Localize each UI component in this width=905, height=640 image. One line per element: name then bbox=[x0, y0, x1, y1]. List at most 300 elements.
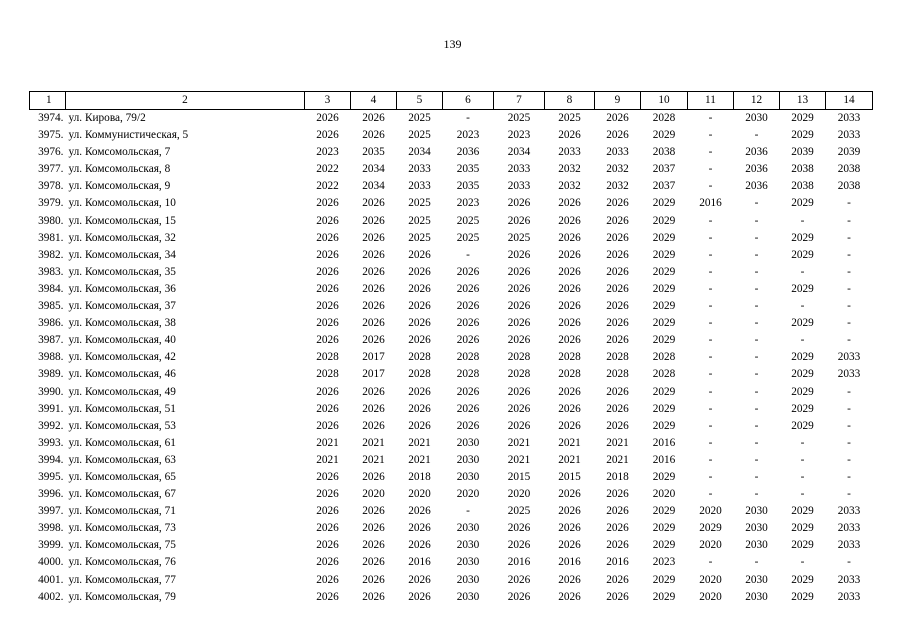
year-cell: 2016 bbox=[408, 556, 431, 569]
year-cell: - bbox=[800, 470, 805, 483]
year-cell: 2028 bbox=[507, 368, 531, 381]
year-cell: - bbox=[847, 214, 851, 227]
table-row bbox=[30, 435, 873, 452]
year-cell: - bbox=[708, 488, 713, 501]
year-cell: 2026 bbox=[456, 334, 480, 347]
year-cell: 2026 bbox=[558, 248, 581, 261]
year-cell: - bbox=[847, 402, 851, 415]
address-cell: ул. Комсомольская, 73 bbox=[68, 522, 176, 535]
year-cell: 2029 bbox=[652, 334, 676, 347]
row-number: 3999. bbox=[38, 539, 64, 552]
year-cell: 2023 bbox=[456, 129, 480, 142]
year-cell: 2016 bbox=[652, 436, 676, 449]
year-cell: 2018 bbox=[408, 470, 431, 483]
row-number: 3986. bbox=[38, 317, 64, 330]
year-cell: 2025 bbox=[507, 112, 531, 124]
year-cell: 2026 bbox=[362, 231, 385, 244]
row-number: 3975. bbox=[38, 129, 64, 142]
table-row bbox=[30, 247, 873, 264]
year-cell: - bbox=[754, 402, 759, 415]
address-cell: ул. Комсомольская, 7 bbox=[68, 146, 171, 159]
table-row bbox=[30, 452, 873, 469]
year-cell: 2026 bbox=[558, 385, 581, 398]
year-cell: - bbox=[754, 317, 759, 330]
address-cell: ул. Комсомольская, 8 bbox=[68, 163, 171, 176]
year-cell: 2038 bbox=[652, 146, 676, 159]
year-cell: 2016 bbox=[558, 556, 581, 569]
year-cell: 2026 bbox=[558, 590, 581, 603]
year-cell: 2026 bbox=[507, 539, 531, 552]
year-cell: 2035 bbox=[362, 146, 385, 159]
year-cell: 2026 bbox=[408, 419, 431, 432]
year-cell: 2023 bbox=[456, 197, 480, 210]
column-header: 6 bbox=[443, 92, 494, 110]
year-cell: 2030 bbox=[745, 522, 768, 535]
year-cell: 2033 bbox=[837, 522, 861, 535]
year-cell: - bbox=[800, 265, 805, 278]
year-cell: - bbox=[754, 419, 759, 432]
year-cell: 2026 bbox=[316, 334, 339, 347]
year-cell: 2026 bbox=[316, 129, 339, 142]
table-row bbox=[30, 110, 873, 128]
year-cell: 2026 bbox=[606, 488, 629, 501]
row-number: 3997. bbox=[38, 505, 64, 518]
year-cell: 2018 bbox=[606, 470, 629, 483]
year-cell: 2029 bbox=[699, 522, 722, 535]
year-cell: 2030 bbox=[745, 505, 768, 518]
year-cell: 2028 bbox=[408, 351, 431, 364]
year-cell: 2032 bbox=[606, 163, 629, 176]
year-cell: 2030 bbox=[456, 453, 480, 466]
year-cell: - bbox=[708, 300, 713, 313]
year-cell: 2021 bbox=[408, 453, 431, 466]
year-cell: - bbox=[708, 112, 713, 124]
year-cell: 2028 bbox=[316, 368, 339, 381]
year-cell: 2033 bbox=[408, 180, 431, 193]
year-cell: 2025 bbox=[456, 214, 480, 227]
address-cell: ул. Комсомольская, 40 bbox=[68, 334, 176, 347]
year-cell: 2026 bbox=[507, 282, 531, 295]
year-cell: 2034 bbox=[408, 146, 431, 159]
year-cell: 2028 bbox=[652, 368, 676, 381]
year-cell: - bbox=[708, 436, 713, 449]
year-cell: 2020 bbox=[699, 573, 722, 586]
row-number: 3989. bbox=[38, 368, 64, 381]
year-cell: 2026 bbox=[507, 402, 531, 415]
year-cell: 2026 bbox=[316, 522, 339, 535]
row-number: 3985. bbox=[38, 300, 64, 313]
year-cell: 2026 bbox=[558, 573, 581, 586]
year-cell: 2026 bbox=[362, 197, 385, 210]
year-cell: - bbox=[754, 214, 759, 227]
year-cell: 2026 bbox=[316, 112, 339, 124]
year-cell: 2028 bbox=[456, 351, 480, 364]
year-cell: 2026 bbox=[408, 248, 431, 261]
year-cell: 2028 bbox=[507, 351, 531, 364]
table-row bbox=[30, 418, 873, 435]
address-cell: ул. Комсомольская, 65 bbox=[68, 470, 176, 483]
year-cell: 2036 bbox=[745, 180, 768, 193]
year-cell: - bbox=[708, 146, 713, 159]
year-cell: 2029 bbox=[791, 505, 814, 518]
year-cell: 2021 bbox=[362, 436, 385, 449]
year-cell: 2026 bbox=[456, 402, 480, 415]
year-cell: 2026 bbox=[606, 282, 629, 295]
row-number: 4002. bbox=[38, 590, 64, 603]
year-cell: - bbox=[708, 453, 713, 466]
row-number: 3974. bbox=[38, 112, 64, 124]
year-cell: - bbox=[708, 385, 713, 398]
year-cell: 2023 bbox=[507, 129, 531, 142]
year-cell: - bbox=[708, 265, 713, 278]
year-cell: 2029 bbox=[791, 522, 814, 535]
year-cell: 2017 bbox=[362, 351, 385, 364]
row-number: 3976. bbox=[38, 146, 64, 159]
year-cell: 2021 bbox=[507, 436, 531, 449]
year-cell: 2026 bbox=[606, 231, 629, 244]
year-cell: 2029 bbox=[652, 231, 676, 244]
year-cell: - bbox=[754, 470, 759, 483]
year-cell: - bbox=[847, 248, 851, 261]
column-header: 9 bbox=[595, 92, 641, 110]
year-cell: 2020 bbox=[699, 505, 722, 518]
year-cell: 2026 bbox=[316, 573, 339, 586]
address-cell: ул. Комсомольская, 53 bbox=[68, 419, 176, 432]
year-cell: 2025 bbox=[507, 231, 531, 244]
year-cell: 2029 bbox=[652, 300, 676, 313]
row-number: 3994. bbox=[38, 453, 64, 466]
year-cell: 2029 bbox=[791, 112, 814, 124]
year-cell: 2026 bbox=[362, 470, 385, 483]
year-cell: 2033 bbox=[837, 505, 861, 518]
row-number: 3988. bbox=[38, 351, 64, 364]
year-cell: 2026 bbox=[408, 590, 431, 603]
year-cell: - bbox=[754, 556, 759, 569]
year-cell: 2026 bbox=[408, 505, 431, 518]
year-cell: - bbox=[847, 470, 851, 483]
row-number: 3991. bbox=[38, 402, 64, 415]
year-cell: 2017 bbox=[362, 368, 385, 381]
year-cell: 2026 bbox=[507, 248, 531, 261]
address-cell: ул. Комсомольская, 67 bbox=[68, 488, 176, 501]
year-cell: - bbox=[754, 488, 759, 501]
year-cell: 2026 bbox=[558, 419, 581, 432]
address-cell: ул. Комсомольская, 15 bbox=[68, 214, 176, 227]
year-cell: 2020 bbox=[699, 590, 722, 603]
column-header: 13 bbox=[780, 92, 826, 110]
table-row bbox=[30, 503, 873, 520]
year-cell: 2029 bbox=[652, 402, 676, 415]
year-cell: 2026 bbox=[408, 402, 431, 415]
year-cell: 2033 bbox=[408, 163, 431, 176]
year-cell: 2029 bbox=[652, 470, 676, 483]
address-cell: ул. Комсомольская, 63 bbox=[68, 453, 176, 466]
year-cell: 2020 bbox=[362, 488, 385, 501]
year-cell: 2026 bbox=[507, 197, 531, 210]
year-cell: 2026 bbox=[362, 214, 385, 227]
address-cell: ул. Комсомольская, 77 bbox=[68, 573, 176, 586]
table-row bbox=[30, 127, 873, 144]
year-cell: 2026 bbox=[507, 385, 531, 398]
year-cell: 2026 bbox=[606, 300, 629, 313]
year-cell: 2034 bbox=[362, 163, 385, 176]
year-cell: 2026 bbox=[362, 505, 385, 518]
year-cell: 2025 bbox=[408, 214, 431, 227]
year-cell: 2029 bbox=[652, 317, 676, 330]
year-cell: 2026 bbox=[362, 402, 385, 415]
year-cell: 2029 bbox=[791, 573, 814, 586]
column-header: 14 bbox=[826, 92, 873, 110]
year-cell: - bbox=[847, 419, 851, 432]
year-cell: - bbox=[754, 265, 759, 278]
year-cell: 2028 bbox=[408, 368, 431, 381]
year-cell: 2033 bbox=[558, 146, 581, 159]
year-cell: 2033 bbox=[837, 368, 861, 381]
year-cell: 2026 bbox=[606, 214, 629, 227]
column-header: 10 bbox=[641, 92, 688, 110]
year-cell: 2032 bbox=[606, 180, 629, 193]
year-cell: - bbox=[708, 317, 713, 330]
year-cell: 2029 bbox=[652, 197, 676, 210]
table-row bbox=[30, 315, 873, 332]
year-cell: 2029 bbox=[791, 197, 814, 210]
year-cell: 2026 bbox=[606, 402, 629, 415]
year-cell: - bbox=[847, 334, 851, 347]
row-number: 3998. bbox=[38, 522, 64, 535]
year-cell: 2026 bbox=[558, 488, 581, 501]
year-cell: - bbox=[466, 505, 470, 518]
year-cell: 2026 bbox=[362, 539, 385, 552]
year-cell: 2026 bbox=[316, 402, 339, 415]
year-cell: 2026 bbox=[558, 265, 581, 278]
year-cell: 2025 bbox=[408, 231, 431, 244]
address-cell: ул. Комсомольская, 38 bbox=[68, 317, 176, 330]
year-cell: 2026 bbox=[606, 419, 629, 432]
year-cell: 2029 bbox=[791, 539, 814, 552]
row-number: 3996. bbox=[38, 488, 64, 501]
year-cell: - bbox=[847, 488, 851, 501]
year-cell: - bbox=[847, 265, 851, 278]
year-cell: 2029 bbox=[791, 129, 814, 142]
year-cell: - bbox=[708, 556, 713, 569]
year-cell: 2026 bbox=[507, 334, 531, 347]
year-cell: 2029 bbox=[652, 248, 676, 261]
year-cell: - bbox=[754, 436, 759, 449]
year-cell: - bbox=[800, 436, 805, 449]
row-number: 4000. bbox=[38, 556, 64, 569]
year-cell: - bbox=[708, 129, 713, 142]
year-cell: 2026 bbox=[558, 197, 581, 210]
year-cell: - bbox=[754, 231, 759, 244]
year-cell: 2026 bbox=[606, 385, 629, 398]
year-cell: 2026 bbox=[316, 505, 339, 518]
year-cell: 2016 bbox=[652, 453, 676, 466]
year-cell: 2026 bbox=[507, 590, 531, 603]
header-row bbox=[30, 92, 873, 110]
year-cell: 2030 bbox=[456, 522, 480, 535]
year-cell: - bbox=[847, 556, 851, 569]
year-cell: - bbox=[708, 402, 713, 415]
year-cell: 2036 bbox=[456, 146, 480, 159]
year-cell: 2029 bbox=[652, 282, 676, 295]
row-number: 3990. bbox=[38, 385, 64, 398]
year-cell: 2026 bbox=[456, 317, 480, 330]
year-cell: 2029 bbox=[652, 385, 676, 398]
table-row bbox=[30, 486, 873, 503]
year-cell: 2026 bbox=[606, 573, 629, 586]
year-cell: 2030 bbox=[456, 539, 480, 552]
year-cell: 2026 bbox=[456, 300, 480, 313]
year-cell: - bbox=[708, 334, 713, 347]
year-cell: - bbox=[800, 556, 805, 569]
address-cell: ул. Кирова, 79/2 bbox=[68, 112, 146, 124]
year-cell: 2033 bbox=[837, 539, 861, 552]
year-cell: - bbox=[708, 470, 713, 483]
year-cell: - bbox=[708, 419, 713, 432]
year-cell: 2020 bbox=[456, 488, 480, 501]
year-cell: 2026 bbox=[408, 282, 431, 295]
row-number: 4001. bbox=[38, 573, 64, 586]
year-cell: 2030 bbox=[456, 436, 480, 449]
year-cell: - bbox=[754, 300, 759, 313]
year-cell: 2015 bbox=[507, 470, 531, 483]
column-header: 11 bbox=[688, 92, 734, 110]
address-cell: ул. Комсомольская, 10 bbox=[68, 197, 176, 210]
year-cell: 2023 bbox=[652, 556, 676, 569]
row-number: 3979. bbox=[38, 197, 64, 210]
year-cell: 2030 bbox=[745, 573, 768, 586]
year-cell: 2015 bbox=[558, 470, 581, 483]
year-cell: 2029 bbox=[652, 129, 676, 142]
table-row bbox=[30, 401, 873, 418]
year-cell: 2026 bbox=[507, 317, 531, 330]
year-cell: 2026 bbox=[558, 334, 581, 347]
year-cell: - bbox=[708, 214, 713, 227]
year-cell: 2026 bbox=[507, 573, 531, 586]
year-cell: 2026 bbox=[362, 334, 385, 347]
year-cell: 2026 bbox=[456, 385, 480, 398]
year-cell: 2026 bbox=[558, 282, 581, 295]
address-cell: ул. Комсомольская, 34 bbox=[68, 248, 176, 261]
year-cell: 2026 bbox=[362, 419, 385, 432]
year-cell: 2029 bbox=[791, 351, 814, 364]
year-cell: 2029 bbox=[791, 231, 814, 244]
year-cell: 2026 bbox=[362, 265, 385, 278]
year-cell: 2029 bbox=[791, 248, 814, 261]
year-cell: 2025 bbox=[408, 197, 431, 210]
table-row bbox=[30, 384, 873, 401]
year-cell: 2021 bbox=[316, 436, 339, 449]
year-cell: 2021 bbox=[606, 453, 629, 466]
column-header: 1 bbox=[30, 92, 66, 110]
year-cell: - bbox=[847, 436, 851, 449]
year-cell: 2026 bbox=[316, 539, 339, 552]
year-cell: 2026 bbox=[558, 402, 581, 415]
year-cell: 2029 bbox=[791, 368, 814, 381]
year-cell: 2030 bbox=[456, 590, 480, 603]
year-cell: - bbox=[800, 214, 805, 227]
year-cell: 2029 bbox=[791, 385, 814, 398]
year-cell: 2026 bbox=[507, 265, 531, 278]
year-cell: 2033 bbox=[507, 180, 531, 193]
year-cell: 2020 bbox=[507, 488, 531, 501]
year-cell: 2026 bbox=[316, 248, 339, 261]
row-number: 3983. bbox=[38, 265, 64, 278]
column-header: 5 bbox=[397, 92, 443, 110]
year-cell: 2025 bbox=[408, 112, 431, 124]
year-cell: 2037 bbox=[652, 180, 676, 193]
year-cell: 2026 bbox=[362, 112, 385, 124]
year-cell: 2026 bbox=[362, 317, 385, 330]
year-cell: 2026 bbox=[316, 197, 339, 210]
year-cell: 2034 bbox=[507, 146, 531, 159]
year-cell: 2029 bbox=[652, 419, 676, 432]
year-cell: 2026 bbox=[606, 197, 629, 210]
year-cell: 2038 bbox=[791, 163, 814, 176]
year-cell: 2038 bbox=[837, 163, 861, 176]
year-cell: 2026 bbox=[558, 231, 581, 244]
year-cell: 2026 bbox=[362, 248, 385, 261]
address-cell: ул. Комсомольская, 61 bbox=[68, 436, 176, 449]
year-cell: - bbox=[800, 453, 805, 466]
table-row bbox=[30, 213, 873, 230]
year-cell: - bbox=[466, 112, 470, 124]
year-cell: - bbox=[708, 163, 713, 176]
year-cell: 2026 bbox=[606, 505, 629, 518]
year-cell: 2026 bbox=[408, 334, 431, 347]
year-cell: 2026 bbox=[456, 282, 480, 295]
address-cell: ул. Комсомольская, 79 bbox=[68, 590, 176, 603]
address-cell: ул. Комсомольская, 51 bbox=[68, 402, 176, 415]
year-cell: 2036 bbox=[745, 146, 768, 159]
year-cell: 2028 bbox=[606, 368, 629, 381]
table-row bbox=[30, 469, 873, 486]
year-cell: 2028 bbox=[558, 368, 581, 381]
year-cell: 2033 bbox=[837, 129, 861, 142]
year-cell: - bbox=[708, 368, 713, 381]
address-cell: ул. Комсомольская, 71 bbox=[68, 505, 176, 518]
year-cell: - bbox=[800, 334, 805, 347]
year-cell: 2026 bbox=[558, 505, 581, 518]
year-cell: 2029 bbox=[791, 402, 814, 415]
table-row bbox=[30, 332, 873, 349]
year-cell: 2021 bbox=[408, 436, 431, 449]
year-cell: 2026 bbox=[362, 300, 385, 313]
year-cell: 2033 bbox=[507, 163, 531, 176]
year-cell: 2028 bbox=[652, 351, 676, 364]
column-header: 8 bbox=[545, 92, 595, 110]
year-cell: 2026 bbox=[606, 539, 629, 552]
year-cell: 2022 bbox=[316, 180, 339, 193]
year-cell: 2026 bbox=[362, 590, 385, 603]
year-cell: - bbox=[847, 385, 851, 398]
year-cell: 2021 bbox=[558, 453, 581, 466]
year-cell: 2029 bbox=[791, 419, 814, 432]
year-cell: - bbox=[708, 248, 713, 261]
year-cell: 2026 bbox=[316, 265, 339, 278]
table-row bbox=[30, 298, 873, 315]
row-number: 3980. bbox=[38, 214, 64, 227]
year-cell: 2029 bbox=[652, 265, 676, 278]
year-cell: - bbox=[754, 368, 759, 381]
table-row bbox=[30, 589, 873, 606]
year-cell: 2033 bbox=[606, 146, 629, 159]
year-cell: 2036 bbox=[745, 163, 768, 176]
year-cell: - bbox=[754, 453, 759, 466]
row-number: 3992. bbox=[38, 419, 64, 432]
row-number: 3995. bbox=[38, 470, 64, 483]
year-cell: 2026 bbox=[606, 112, 629, 124]
